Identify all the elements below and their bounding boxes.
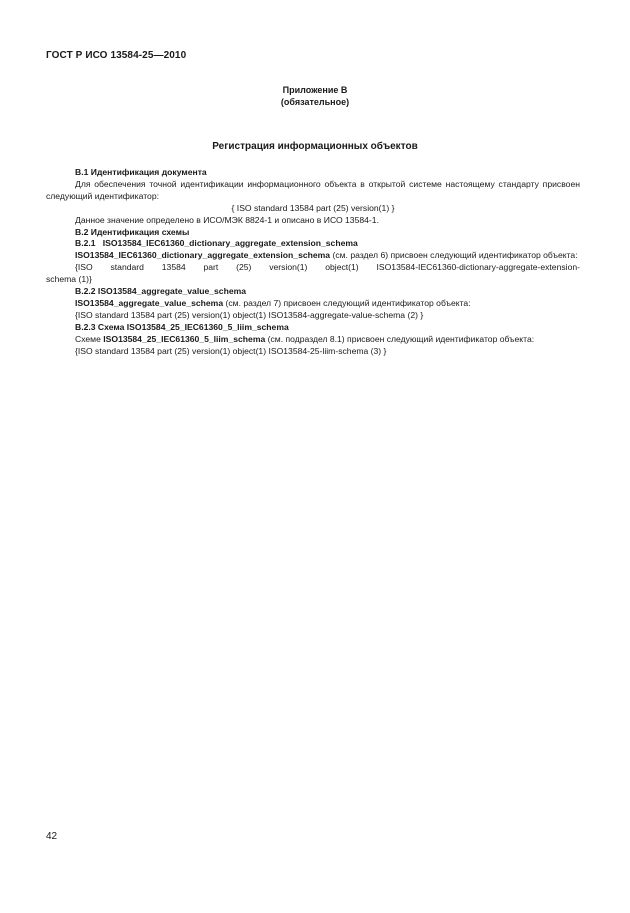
b22-heading: B.2.2 ISO13584_aggregate_value_schema <box>75 286 247 297</box>
b1-paragraph: Для обеспечения точной идентификации информационного объекта в открытой системе настоящему стандарту присвоен следующий идентификатор: <box>46 178 580 201</box>
document-body <box>46 167 580 358</box>
b21-heading: B.2.1 ISO13584_IEC61360_dictionary_aggregate_extension_schema <box>75 238 358 249</box>
annex-title: Приложение B <box>282 85 348 95</box>
b23-identifier: {ISO standard 13584 part (25) version(1) object(1) ISO13584-25-liim-schema (3) } <box>75 345 387 356</box>
running-header: ГОСТ Р ИСО 13584-25—2010 <box>46 50 187 61</box>
b21-identifier-line2: schema (1)} <box>46 274 92 285</box>
b21-schema-name: ISO13584_IEC61360_dictionary_aggregate_extension_schema <box>75 250 331 261</box>
b23-schema-name: ISO13584_25_IEC61360_5_liim_schema <box>103 333 266 344</box>
b23-text-before: Схеме <box>75 333 104 344</box>
b22-paragraph <box>46 298 580 310</box>
b22-schema-name: ISO13584_aggregate_value_schema <box>75 297 224 308</box>
b1-identifier: { ISO standard 13584 part (25) version(1) } <box>231 202 395 213</box>
b21-paragraph <box>46 250 580 262</box>
section-title: Регистрация информационных объектов <box>212 141 418 152</box>
annex-status: (обязательное) <box>280 97 350 107</box>
b23-paragraph <box>46 334 580 346</box>
b21-text: (см. раздел 6) присвоен следующий идентификатор объекта: <box>330 250 578 261</box>
b22-text: (см. раздел 7) присвоен следующий идентификатор объекта: <box>223 297 471 308</box>
b1-note: Данное значение определено в ИСО/МЭК 8824-1 и описано в ИСО 13584-1. <box>75 214 379 225</box>
b22-identifier: {ISO standard 13584 part (25) version(1) object(1) ISO13584-aggregate-value-schema (2) } <box>75 309 424 320</box>
page-number: 42 <box>46 831 58 842</box>
b23-text: (см. подраздел 8.1) присвоен следующий идентификатор объекта: <box>265 333 535 344</box>
b1-heading: B.1 Идентификация документа <box>75 167 207 177</box>
b2-heading: B.2 Идентификация схемы <box>75 226 190 237</box>
annex-heading <box>0 84 630 108</box>
b23-heading: B.2.3 Схема ISO13584_25_IEC61360_5_liim_schema <box>75 321 289 332</box>
b21-identifier-line1: {ISO standard 13584 part (25) version(1) object(1) ISO13584-IEC61360-dictionary-aggregate-extension- <box>75 262 580 273</box>
